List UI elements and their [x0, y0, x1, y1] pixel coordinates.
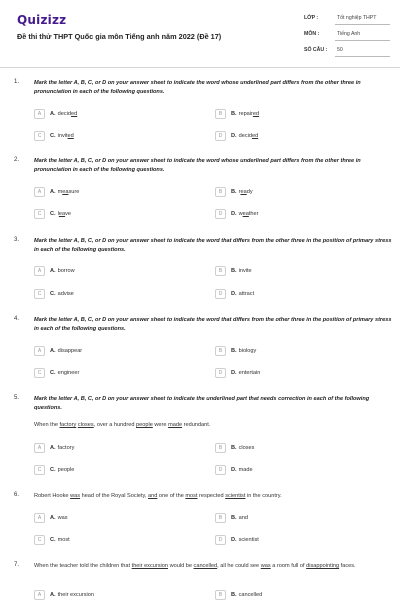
meta-value: Tiếng Anh [337, 31, 361, 37]
option-text: B. cancelled [231, 591, 263, 598]
option-letter: A [34, 346, 45, 356]
option-d[interactable] [215, 465, 375, 475]
meta-value: 50 [337, 47, 343, 53]
option-letter: B [215, 443, 226, 453]
option-text: B. ready [231, 188, 253, 195]
option-text: C. engineer [50, 369, 80, 376]
option-text: A. was [50, 514, 68, 521]
option-letter: A [34, 109, 45, 119]
option-c[interactable] [34, 209, 194, 219]
option-text: C. invited [50, 132, 74, 139]
option-text: D. entertain [231, 369, 261, 376]
option-letter: B [215, 513, 226, 523]
question-number: 4. [14, 316, 20, 322]
option-d[interactable] [215, 289, 375, 299]
option-text: D. decided [231, 132, 259, 139]
option-letter: C [34, 368, 45, 378]
meta-label: MÔN : [304, 31, 320, 37]
option-letter: D [215, 289, 226, 299]
question-number: 6. [14, 492, 20, 498]
option-letter: A [34, 187, 45, 197]
option-letter: D [215, 465, 226, 475]
option-d[interactable] [215, 131, 375, 141]
option-letter: D [215, 368, 226, 378]
option-letter: A [34, 590, 45, 600]
option-text: D. weather [231, 210, 259, 217]
option-c[interactable] [34, 289, 194, 299]
option-text: A. decided [50, 110, 78, 117]
option-text: B. repaired [231, 110, 260, 117]
option-b[interactable] [215, 513, 375, 523]
option-b[interactable] [215, 443, 375, 453]
question-sentence: When the teacher told the children that their excursion would be cancelled, all he could see was a room full of disappointing faces. [34, 563, 356, 569]
question-sentence: When the factory closes, over a hundred people were made redundant. [34, 422, 211, 428]
question-instruction: Mark the letter A, B, C, or D on your answer sheet to indicate the underlined part that needs correction in each of the following questions. [34, 396, 370, 411]
option-text: C. people [50, 466, 75, 473]
option-b[interactable] [215, 109, 375, 119]
option-a[interactable] [34, 513, 194, 523]
question-number: 5. [14, 395, 20, 401]
question-instruction: Mark the letter A, B, C, or D on your answer sheet to indicate the word that differs from the other three in the position of primary stress in each of the following questions. [34, 238, 392, 253]
option-b[interactable] [215, 346, 375, 356]
option-text: B. invite [231, 267, 252, 274]
question-number: 1. [14, 79, 20, 85]
quizizz-logo: Quizizz [17, 13, 67, 27]
header-divider [0, 67, 400, 68]
option-d[interactable] [215, 209, 375, 219]
meta-label: SỐ CÂU : [304, 47, 328, 53]
option-text: B. closes [231, 444, 255, 451]
option-text: D. scientist [231, 536, 259, 543]
option-a[interactable] [34, 443, 194, 453]
option-b[interactable] [215, 187, 375, 197]
option-letter: C [34, 289, 45, 299]
option-letter: C [34, 535, 45, 545]
meta-label: LỚP : [304, 15, 319, 21]
option-a[interactable] [34, 187, 194, 197]
question-number: 7. [14, 562, 20, 568]
option-a[interactable] [34, 346, 194, 356]
option-text: D. attract [231, 290, 255, 297]
option-text: C. leave [50, 210, 71, 217]
option-letter: D [215, 131, 226, 141]
option-letter: A [34, 443, 45, 453]
option-letter: B [215, 346, 226, 356]
option-text: A. measure [50, 188, 80, 195]
option-b[interactable] [215, 266, 375, 276]
option-text: C. advise [50, 290, 74, 297]
option-c[interactable] [34, 465, 194, 475]
option-letter: B [215, 590, 226, 600]
option-letter: B [215, 187, 226, 197]
option-c[interactable] [34, 535, 194, 545]
option-a[interactable] [34, 266, 194, 276]
meta-underline [335, 40, 390, 41]
option-text: A. disappear [50, 347, 83, 354]
option-c[interactable] [34, 131, 194, 141]
option-letter: C [34, 465, 45, 475]
option-letter: A [34, 513, 45, 523]
question-instruction: Mark the letter A, B, C, or D on your answer sheet to indicate the word whose underlined part differs from the other three in pronunciation in each of the following questions. [34, 158, 361, 173]
option-text: A. their excursion [50, 591, 94, 598]
question-instruction: Mark the letter A, B, C, or D on your answer sheet to indicate the word whose underlined part differs from the other three in pronunciation in each of the following questions. [34, 80, 361, 95]
option-text: C. most [50, 536, 70, 543]
option-a[interactable] [34, 590, 194, 600]
option-letter: B [215, 266, 226, 276]
option-letter: C [34, 209, 45, 219]
question-number: 3. [14, 237, 20, 243]
option-letter: A [34, 266, 45, 276]
option-text: B. biology [231, 347, 257, 354]
option-d[interactable] [215, 535, 375, 545]
option-text: A. factory [50, 444, 75, 451]
meta-value: Tốt nghiệp THPT [337, 15, 377, 21]
option-text: B. and [231, 514, 248, 521]
worksheet-header [0, 0, 400, 68]
option-letter: C [34, 131, 45, 141]
meta-underline [335, 56, 390, 57]
meta-underline [335, 24, 390, 25]
option-text: D. made [231, 466, 253, 473]
question-number: 2. [14, 157, 20, 163]
question-instruction: Mark the letter A, B, C, or D on your answer sheet to indicate the word that differs from the other three in the position of primary stress in each of the following questions. [34, 317, 392, 332]
option-letter: D [215, 535, 226, 545]
worksheet-title: Đề thi thử THPT Quốc gia môn Tiếng anh năm 2022 (Đề 17) [17, 32, 222, 41]
question-sentence: Robert Hooke was head of the Royal Society, and one of the most respected scientist in the country. [34, 493, 282, 499]
option-d[interactable] [215, 368, 375, 378]
option-text: A. borrow [50, 267, 75, 274]
option-letter: B [215, 109, 226, 119]
option-letter: D [215, 209, 226, 219]
option-b[interactable] [215, 590, 375, 600]
option-a[interactable] [34, 109, 194, 119]
option-c[interactable] [34, 368, 194, 378]
